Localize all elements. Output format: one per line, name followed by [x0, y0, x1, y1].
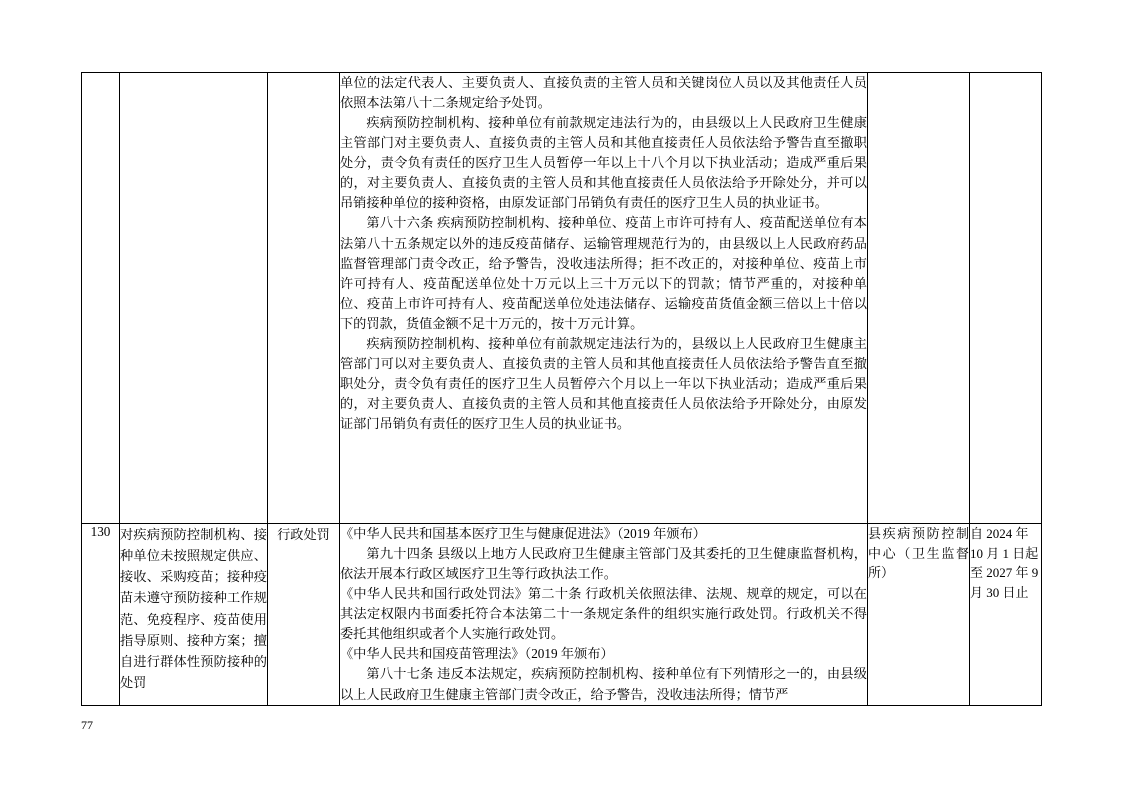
- basis-paragraph: 疾病预防控制机构、接种单位有前款规定违法行为的，由县级以上人民政府卫生健康主管部门对主要负责人、直接负责的主管人员和其他直接责任人员依法给予警告直至撤职处分，责令负有责任的医疗卫生人员暂停一年以上十八个月以下执业活动；造成严重后果的，对主要负责人、直接负责的主管人员和其他直接责任人员依法给予开除处分，并可以吊销接种单位的接种资格，由原发证部门吊销负有责任的医疗卫生人员的执业证书。: [340, 115, 867, 211]
- row-period-cell: [970, 73, 1042, 524]
- basis-paragraph: 第八十六条 疾病预防控制机构、接种单位、疫苗上市许可持有人、疫苗配送单位有本法第八十五条规定以外的违反疫苗储存、运输管理规范行为的，由县级以上人民政府药品监督管理部门责令改正，给予警告，没收违法所得；拒不改正的，对接种单位、疫苗上市许可持有人、疫苗配送单位处十万元以上三十万元以下的罚款；情节严重的，对接种单位、疫苗上市许可持有人、疫苗配送单位处违法储存、运输疫苗货值金额三倍以上十倍以下的罚款，货值金额不足十万元的，按十万元计算。: [340, 215, 867, 331]
- table-row: [82, 73, 1042, 524]
- basis-paragraph: 单位的法定代表人、主要负责人、直接负责的主管人员和关键岗位人员以及其他责任人员依照本法第八十二条规定给予处罚。: [340, 75, 867, 111]
- basis-paragraph: 疾病预防控制机构、接种单位有前款规定违法行为的，县级以上人民政府卫生健康主管部门可以对主要负责人、直接负责的主管人员和其他直接责任人员依法给予警告直至撤职处分，责令负有责任的医疗卫生人员暂停六个月以上一年以下执业活动；造成严重后果的，对主要负责人、直接负责的主管人员和其他直接责任人员依法给予开除处分，由原发证部门吊销负有责任的医疗卫生人员的执业证书。: [340, 335, 867, 432]
- basis-paragraph: 第八十七条 违反本法规定，疾病预防控制机构、接种单位有下列情形之一的，由县级以上人民政府卫生健康主管部门责令改正，给予警告，没收违法所得；情节严: [340, 666, 867, 702]
- basis-paragraph: 《中华人民共和国基本医疗卫生与健康促进法》（2019 年颁布）: [340, 526, 706, 541]
- row-dept-cell: 县疾病预防控制中心（卫生监督所）: [868, 524, 970, 706]
- basis-paragraph: 第九十四条 县级以上地方人民政府卫生健康主管部门及其委托的卫生健康监督机构，依法开展本行政区域医疗卫生等行政执法工作。: [340, 546, 867, 582]
- regulation-table: [81, 72, 1042, 706]
- row-basis-cell: [340, 73, 868, 524]
- row-item-cell: [120, 73, 268, 524]
- row-type-cell: [268, 73, 340, 524]
- row-item-cell: 对疾病预防控制机构、接种单位未按照规定供应、接收、采购疫苗；接种疫苗未遵守预防接种工作规范、免疫程序、疫苗使用指导原则、接种方案；擅自进行群体性预防接种的处罚: [120, 524, 268, 706]
- row-number-cell: [82, 73, 120, 524]
- table-row: [82, 524, 1042, 706]
- row-period-cell: 自 2024 年 10 月 1 日起至 2027 年 9 月 30 日止: [970, 524, 1042, 706]
- row-number-cell: 130: [82, 524, 120, 706]
- page-number: 77: [81, 718, 93, 732]
- row-dept-cell: [868, 73, 970, 524]
- row-basis-cell: [340, 524, 868, 706]
- basis-paragraph: 《中华人民共和国疫苗管理法》（2019 年颁布）: [340, 646, 614, 662]
- basis-paragraph: 《中华人民共和国行政处罚法》第二十条 行政机关依照法律、法规、规章的规定，可以在其法定权限内书面委托符合本法第二十一条规定条件的组织实施行政处罚。行政机关不得委托其他组织或者个人实施行政处罚。: [340, 586, 867, 642]
- row-type-cell: 行政处罚: [268, 524, 340, 706]
